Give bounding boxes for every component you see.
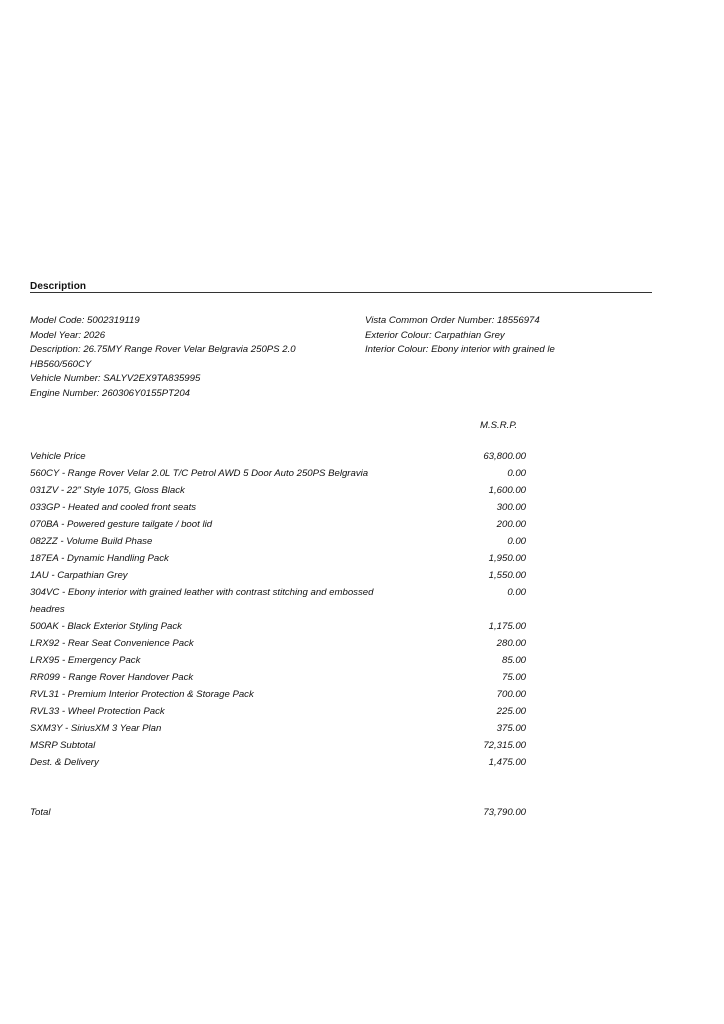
order-number: Vista Common Order Number: 18556974 bbox=[365, 315, 540, 326]
pricing-row-amount: 1,600.00 bbox=[488, 485, 526, 496]
pricing-row-amount: 375.00 bbox=[496, 723, 526, 734]
pricing-row-amount: 200.00 bbox=[496, 519, 526, 530]
pricing-row-amount: 1,950.00 bbox=[488, 553, 526, 564]
msrp-column-header: M.S.R.P. bbox=[480, 420, 518, 431]
pricing-row-amount: 1,175.00 bbox=[488, 621, 526, 632]
pricing-row-amount: 0.00 bbox=[507, 468, 526, 479]
vehicle-info-left bbox=[30, 314, 296, 402]
pricing-row-label: LRX92 - Rear Seat Convenience Pack bbox=[30, 638, 194, 649]
pricing-row-label: MSRP Subtotal bbox=[30, 740, 96, 751]
total-label: Total bbox=[30, 807, 51, 818]
pricing-row bbox=[30, 587, 530, 621]
pricing-row-amount: 72,315.00 bbox=[483, 740, 526, 751]
pricing-row-amount: 63,800.00 bbox=[483, 451, 526, 462]
pricing-row-label: 033GP - Heated and cooled front seats bbox=[30, 502, 197, 513]
vehicle-description: Description: 26.75MY Range Rover Velar Belgravia 250PS 2.0 bbox=[30, 344, 296, 356]
vehicle-info-right bbox=[365, 314, 555, 358]
pricing-row-label: RVL31 - Premium Interior Protection & Storage Pack bbox=[30, 689, 254, 700]
pricing-row-label: 500AK - Black Exterior Styling Pack bbox=[30, 621, 182, 632]
pricing-row-label: 082ZZ - Volume Build Phase bbox=[30, 536, 153, 547]
total-row bbox=[30, 807, 530, 821]
pricing-row-amount: 700.00 bbox=[496, 689, 526, 700]
pricing-row-amount: 1,550.00 bbox=[488, 570, 526, 581]
total-amount: 73,790.00 bbox=[483, 807, 526, 818]
interior-colour: Interior Colour: Ebony interior with grained le bbox=[365, 344, 555, 356]
section-title: Description bbox=[30, 281, 87, 292]
vehicle-number: Vehicle Number: SALYV2EX9TA835995 bbox=[30, 373, 201, 385]
model-code: Model Code: 5002319119 bbox=[30, 315, 140, 326]
pricing-row-amount: 300.00 bbox=[496, 502, 526, 513]
pricing-row-amount: 225.00 bbox=[496, 706, 526, 717]
pricing-row-amount: 0.00 bbox=[507, 536, 526, 547]
pricing-row-label: Dest. & Delivery bbox=[30, 757, 99, 768]
pricing-table bbox=[30, 451, 530, 774]
pricing-row-amount: 0.00 bbox=[507, 587, 526, 598]
pricing-row-label: Vehicle Price bbox=[30, 451, 86, 462]
engine-number: Engine Number: 260306Y0155PT204 bbox=[30, 387, 191, 399]
pricing-row-label: 031ZV - 22" Style 1075, Gloss Black bbox=[30, 485, 185, 496]
pricing-row-label: 1AU - Carpathian Grey bbox=[30, 570, 128, 581]
model-year: Model Year: 2026 bbox=[30, 329, 106, 341]
pricing-row-label: RR099 - Range Rover Handover Pack bbox=[30, 672, 194, 683]
pricing-row-amount: 85.00 bbox=[501, 655, 526, 666]
pricing-row-amount: 280.00 bbox=[496, 638, 526, 649]
exterior-colour: Exterior Colour: Carpathian Grey bbox=[365, 329, 505, 341]
pricing-row-label: 560CY - Range Rover Velar 2.0L T/C Petrol AWD 5 Door Auto 250PS Belgravia bbox=[30, 468, 369, 479]
vehicle-description-cont: HB560/560CY bbox=[30, 358, 92, 370]
section-divider bbox=[30, 292, 652, 293]
pricing-row-label: 187EA - Dynamic Handling Pack bbox=[30, 553, 169, 564]
pricing-row-label: 070BA - Powered gesture tailgate / boot lid bbox=[30, 519, 213, 530]
pricing-row-label: LRX95 - Emergency Pack bbox=[30, 655, 141, 666]
pricing-row-label: RVL33 - Wheel Protection Pack bbox=[30, 706, 165, 717]
pricing-row-label: 304VC - Ebony interior with grained leather with contrast stitching and embossed headres bbox=[30, 587, 374, 615]
pricing-row-amount: 1,475.00 bbox=[488, 757, 526, 768]
pricing-row bbox=[30, 757, 530, 774]
pricing-row-label: SXM3Y - SiriusXM 3 Year Plan bbox=[30, 723, 162, 734]
pricing-row-amount: 75.00 bbox=[501, 672, 526, 683]
